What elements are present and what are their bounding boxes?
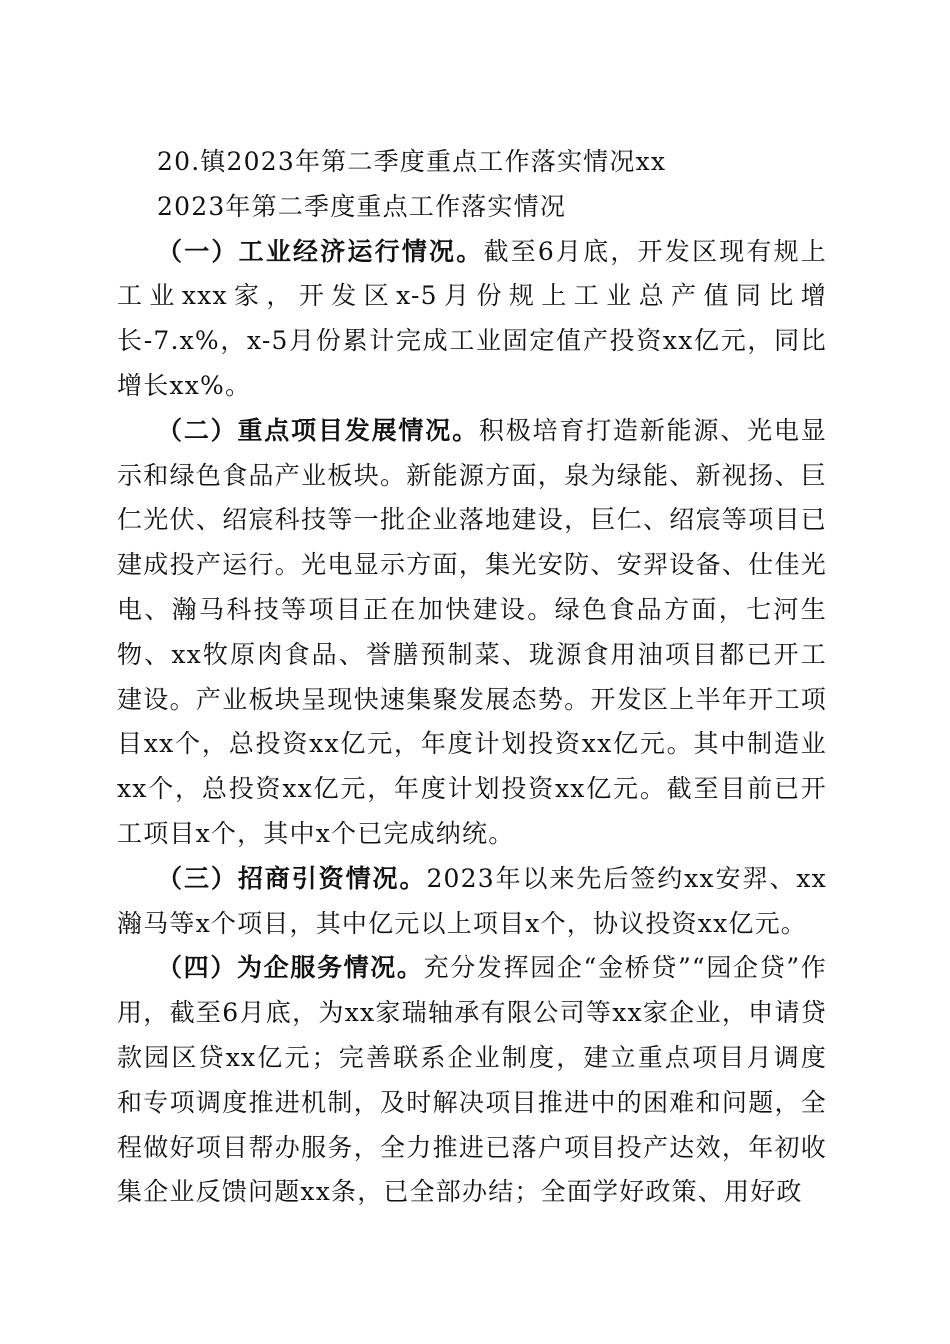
section-industrial-economy [117,230,827,409]
section-lead: （四）为企服务情况。 [157,953,424,983]
section-key-projects [117,409,827,857]
section-investment-attraction [117,857,827,947]
section-lead: （三）招商引资情况。 [157,863,427,893]
section-lead: （一）工业经济运行情况。 [157,236,484,266]
document-page [117,140,827,1215]
section-body: 2023年以来先后签约xx安羿、xx瀚马等x个项目，其中亿元以上项目x个，协议投资xx亿元。 [117,863,827,938]
section-body: 截至6月底，开发区现有规上工业xxx家，开发区x-5月份规上工业总产值同比增长-7.x%，x-5月份累计完成工业固定值产投资xx亿元，同比增长xx%。 [117,236,827,400]
section-body: 充分发挥园企“金桥贷”“园企贷”作用，截至6月底，为xx家瑞轴承有限公司等xx家企业，申请贷款园区贷xx亿元；完善联系企业制度，建立重点项目月调度和专项调度推进机制，及时解决项目推进中的困难和问题，全程做好项目帮办服务，全力推进已落户项目投产达效，年初收集企业反馈问题xx条，已全部办结；全面学好政策、用好政 [117,953,827,1207]
section-body: 积极培育打造新能源、光电显示和绿色食品产业板块。新能源方面，泉为绿能、新视扬、巨仁光伏、绍宸科技等一批企业落地建设，巨仁、绍宸等项目已建成投产运行。光电显示方面，集光安防、安羿设备、仕佳光电、瀚马科技等项目正在加快建设。绿色食品方面，七河生物、xx牧原肉食品、誉膳预制菜、珑源食用油项目都已开工建设。产业板块呈现快速集聚发展态势。开发区上半年开工项目xx个，总投资xx亿元，年度计划投资xx亿元。其中制造业xx个，总投资xx亿元，年度计划投资xx亿元。截至目前已开工项目x个，其中x个已完成纳统。 [117,415,827,848]
section-lead: （二）重点项目发展情况。 [157,415,479,445]
section-enterprise-service [117,946,827,1215]
document-subtitle-line: 2023年第二季度重点工作落实情况 [157,191,567,221]
document-title-line: 20.镇2023年第二季度重点工作落实情况xx [157,147,667,176]
